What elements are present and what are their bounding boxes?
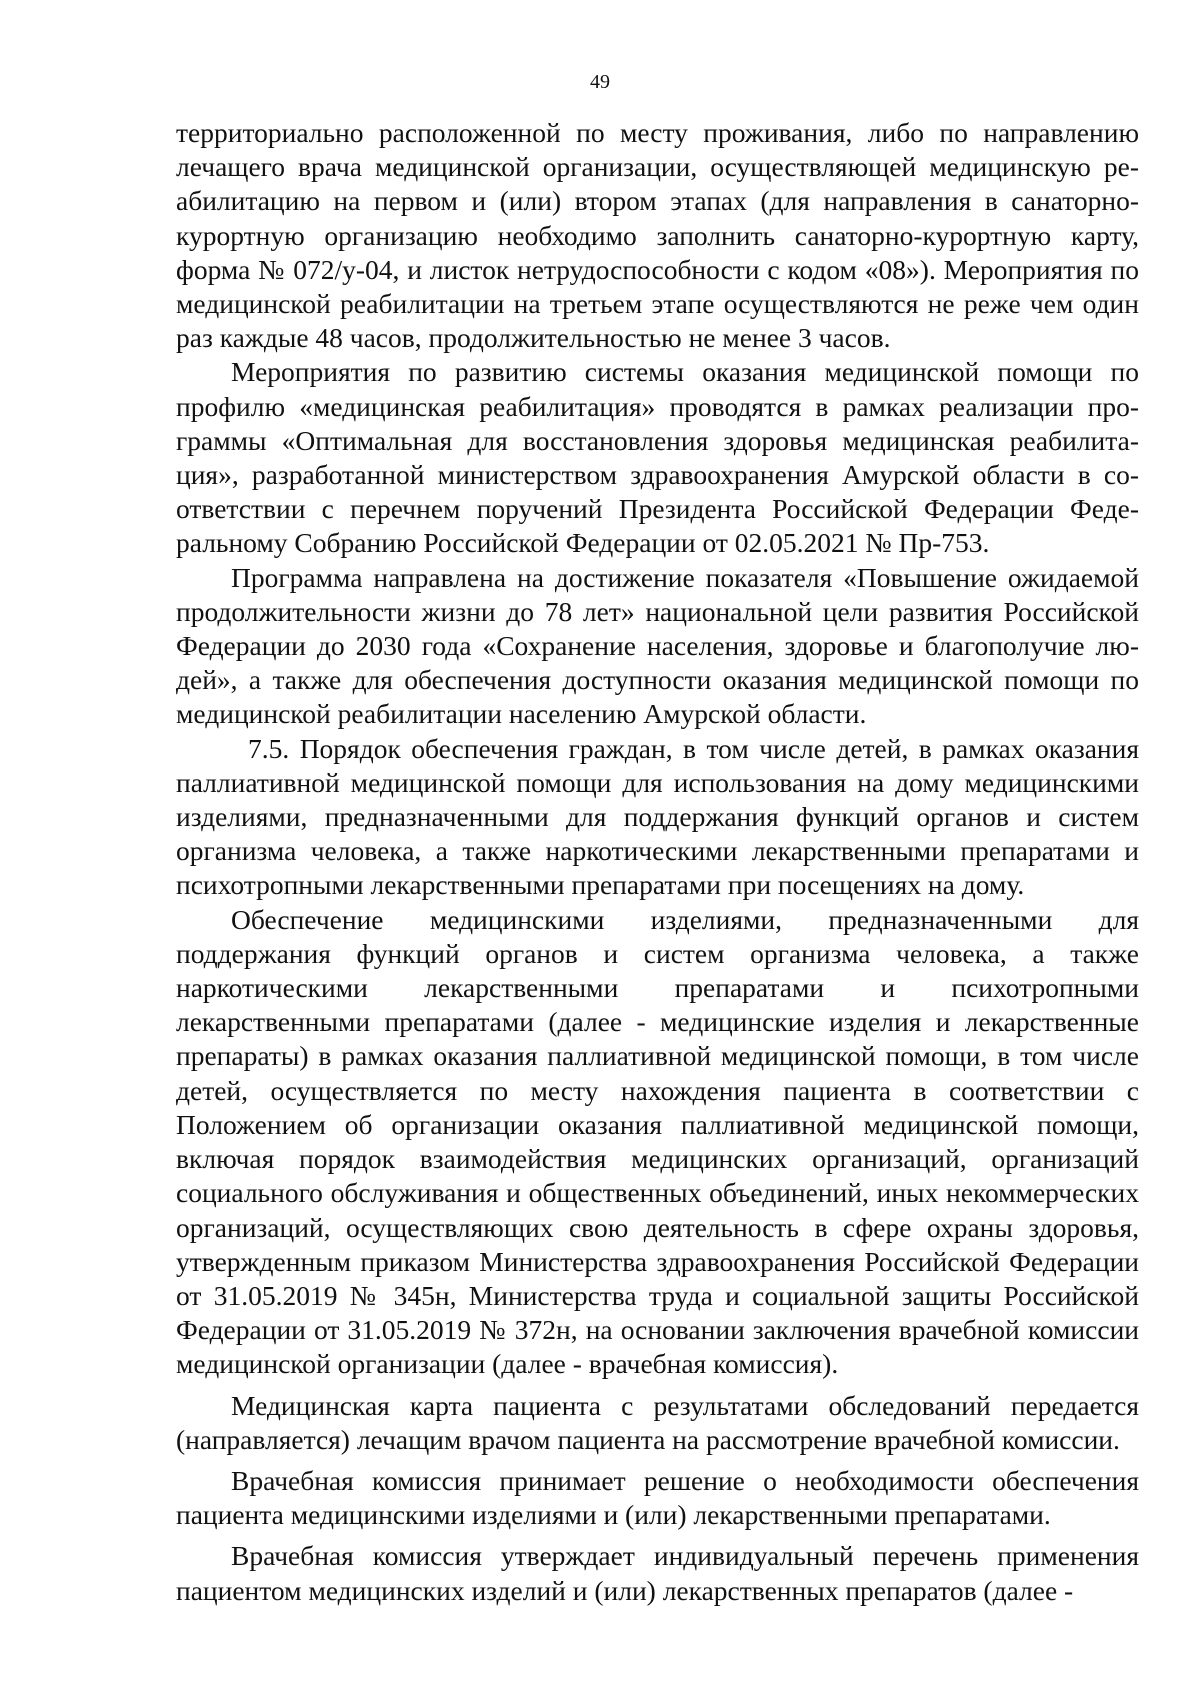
paragraph-commission-decision: Врачебная комиссия принимает решение о необходимости обеспечения пациента медицинскими изделиями и (или) лекарственными препаратами. bbox=[176, 1464, 1139, 1531]
paragraph-rehab-program: Мероприятия по развитию системы оказания медицинской помощи по профилю «медицинская реабилитация» проводятся в рамках реализации программы «Оптимальная для восстановления здоровья медицинская реабилитация», разработанной министерством здравоохранения Амурской области в соответствии с перечнем поручений Президента Российской Федерации Федеральному Собранию Российской Федерации от 02.05.2021 № Пр-753. bbox=[176, 356, 1139, 559]
paragraph-medical-card: Медицинская карта пациента с результатами обследований передается (направляется) лечащим врачом пациента на рассмотрение врачебной комиссии. bbox=[176, 1389, 1139, 1455]
paragraph-program-goal: Программа направлена на достижение показателя «Повышение ожидаемой продолжительности жизни до 78 лет» национальной цели развития Российской Федерации до 2030 года «Сохранение населения, здоровье и благополучие людей», а также для обеспечения доступности оказания медицинской помощи по медицинской реабилитации населению Амурской области. bbox=[176, 561, 1139, 730]
page-number: 49 bbox=[590, 71, 610, 93]
paragraph-commission-list: Врачебная комиссия утверждает индивидуальный перечень применения пациентом медицинских изделий и (или) лекарственных препаратов (далее - bbox=[176, 1540, 1139, 1606]
document-body bbox=[176, 116, 1139, 1608]
paragraph-provision: Обеспечение медицинскими изделиями, предназначенными для поддержания функций органов и систем организма человека, а также наркотическими лекарственными препаратами и психотропными лекарственными препаратами (далее - медицинские изделия и лекарственные препараты) в рамках оказания паллиативной медицинской помощи, в том числе детей, осуществляется по месту нахождения пациента в соответствии с Положением об организации оказания паллиативной медицинской помощи, включая порядок взаимодействия медицинских организаций, организаций социального обслуживания и общественных объединений, иных некоммерческих организаций, осуществляющих свою деятельность в сфере охраны здоровья, утвержденным приказом Министерства здравоохранения Российской Федерации от 31.05.2019 № 345н, Министерства труда и социальной защиты Российской Федерации от 31.05.2019 № 372н, на основании заключения врачебной комиссии медицинской организации (далее - врачебная комиссия). bbox=[176, 903, 1139, 1380]
paragraph-continuation: территориально расположенной по месту проживания, либо по направлению лечащего врача медицинской организации, осуществляющей медицинскую реабилитацию на первом и (или) втором этапах (для направления в санаторно-курортную организацию необходимо заполнить санаторно-курортную карту, форма № 072/у-04, и листок нетрудоспособности с кодом «08»). Мероприятия по медицинской реабилитации на третьем этапе осуществляются не реже чем один раз каждые 48 часов, продолжительностью не менее 3 часов. bbox=[176, 117, 1139, 354]
paragraph-section-7-5: 7.5. Порядок обеспечения граждан, в том числе детей, в рамках оказания паллиативной медицинской помощи для использования на дому медицинскими изделиями, предназначенными для поддержания функций органов и систем организма человека, а также наркотическими лекарственными препаратами и психотропными лекарственными препаратами при посещениях на дому. bbox=[176, 732, 1139, 901]
